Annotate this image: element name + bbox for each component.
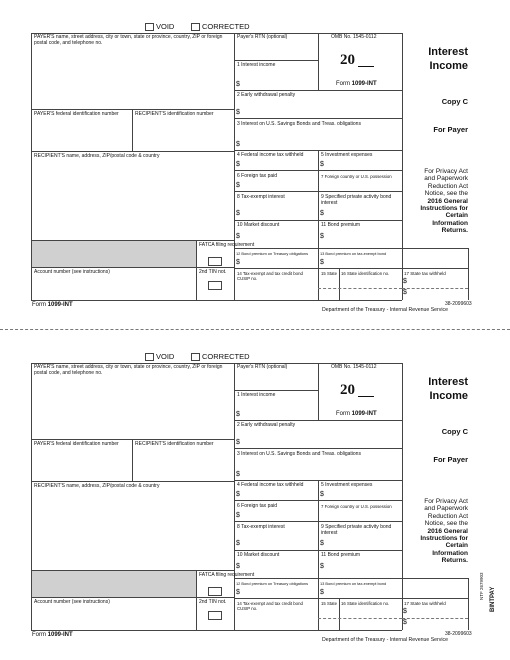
box-16-label: 16 State identification no.: [341, 271, 390, 276]
recipient-tin-label: RECIPIENT'S identification number: [135, 441, 214, 447]
box-9-dollar: $: [320, 540, 324, 547]
recipient-name-label: RECIPIENT'S name, address, ZIP/postal code & country: [34, 483, 160, 489]
box-13-dollar: $: [320, 589, 324, 596]
for-payer-label: For Payer: [433, 125, 468, 134]
year-blank: [358, 396, 374, 397]
box-14-label: 14 Tax-exempt and tax credit bond CUSIP no.: [237, 601, 303, 611]
payer-name-label: PAYER'S name, street address, city or town, state or province, country, ZIP or foreign postal code, and telephone no.: [34, 364, 223, 376]
fatca-label: FATCA filing requirement: [199, 242, 255, 248]
box-2-label: 2 Early withdrawal penalty: [237, 422, 296, 428]
box-3-dollar: $: [236, 471, 240, 478]
corrected-label: CORRECTED: [202, 352, 250, 361]
box-4-label: 4 Federal income tax withheld: [237, 482, 304, 488]
account-label: Account number (see instructions): [34, 269, 110, 275]
corrected-checkbox[interactable]: [191, 23, 200, 31]
department-label: Department of the Treasury - Internal Revenue Service: [322, 307, 449, 313]
box-5-dollar: $: [320, 161, 324, 168]
box-17-label: 17 State tax withheld: [404, 271, 446, 276]
box-3-label: 3 Interest on U.S. Savings Bonds and Treas. obligations: [237, 121, 361, 127]
account-label: Account number (see instructions): [34, 599, 110, 605]
payer-rtn-label: Payer's RTN (optional): [237, 364, 288, 370]
form-copy-2: [0, 330, 510, 660]
box-5-dollar: $: [320, 491, 324, 498]
box-11-dollar: $: [320, 233, 324, 240]
second-tin-label: 2nd TIN not.: [199, 269, 227, 275]
box-4-dollar: $: [236, 491, 240, 498]
box-6-label: 6 Foreign tax paid: [237, 503, 278, 509]
box-12-label: 12 Bond premium on Treasury obligations: [236, 581, 309, 586]
void-label: VOID: [156, 22, 175, 31]
title-interest: Interest: [428, 46, 468, 58]
fatca-label: FATCA filing requirement: [199, 572, 255, 578]
box-4-dollar: $: [236, 161, 240, 168]
recipient-tin-label: RECIPIENT'S identification number: [135, 111, 214, 117]
catalog-number: 38-2099603: [445, 301, 472, 307]
box-11-dollar: $: [320, 563, 324, 570]
fatca-checkbox[interactable]: [208, 587, 222, 596]
fatca-checkbox[interactable]: [208, 257, 222, 266]
box-17-dollar-2: $: [403, 619, 407, 626]
title-income: Income: [429, 390, 468, 402]
payer-tin-label: PAYER'S federal identification number: [34, 111, 119, 117]
void-checkbox[interactable]: [145, 353, 154, 361]
void-label: VOID: [156, 352, 175, 361]
box-1-label: 1 Interest income: [237, 62, 276, 68]
void-checkbox[interactable]: [145, 23, 154, 31]
form-id-top: Form 1099-INT: [336, 411, 377, 417]
box-7-label: 7 Foreign country or U.S. possession: [321, 174, 392, 179]
box-12-dollar: $: [236, 589, 240, 596]
box-2-dollar: $: [236, 109, 240, 116]
box-11-label: 11 Bond premium: [321, 222, 361, 228]
shaded-area: [32, 571, 196, 597]
corrected-label: CORRECTED: [202, 22, 250, 31]
payer-tin-label: PAYER'S federal identification number: [34, 441, 119, 447]
box-12-dollar: $: [236, 259, 240, 266]
privacy-notice: For Privacy Act and Paperwork Reduction Act Notice, see the 2016 General Instructions for Certain Information Returns.: [420, 168, 468, 235]
box-10-dollar: $: [236, 233, 240, 240]
box-5-label: 5 Investment expenses: [321, 482, 373, 488]
box-3-dollar: $: [236, 141, 240, 148]
omb-number: OMB No. 1545-0112: [331, 364, 377, 370]
box-9-dollar: $: [320, 210, 324, 217]
box-12-label: 12 Bond premium on Treasury obligations: [236, 251, 309, 256]
recipient-name-label: RECIPIENT'S name, address, ZIP/postal code & country: [34, 153, 160, 159]
box-15-label: 15 State: [321, 271, 338, 276]
box-17-dollar-1: $: [403, 278, 407, 285]
box-17-label: 17 State tax withheld: [404, 601, 446, 606]
box-11-label: 11 Bond premium: [321, 552, 361, 558]
side-code-ntf: NTF 2679903: [479, 572, 484, 600]
box-1-dollar: $: [236, 81, 240, 88]
corrected-checkbox[interactable]: [191, 353, 200, 361]
second-tin-label: 2nd TIN not.: [199, 599, 227, 605]
box-6-dollar: $: [236, 182, 240, 189]
box-10-label: 10 Market discount: [237, 552, 280, 558]
box-6-dollar: $: [236, 512, 240, 519]
box-13-label: 13 Bond premium on tax-exempt bond: [320, 251, 387, 256]
box-9-label: 9 Specified private activity bond interest: [321, 524, 392, 536]
box-10-dollar: $: [236, 563, 240, 570]
form-id-bottom: Form 1099-INT: [32, 302, 73, 308]
title-interest: Interest: [428, 376, 468, 388]
box-5-label: 5 Investment expenses: [321, 152, 373, 158]
privacy-notice: For Privacy Act and Paperwork Reduction Act Notice, see the 2016 General Instructions for Certain Information Returns.: [420, 498, 468, 565]
box-10-label: 10 Market discount: [237, 222, 280, 228]
box-16-label: 16 State identification no.: [341, 601, 390, 606]
form-id-top: Form 1099-INT: [336, 81, 377, 87]
box-7-label: 7 Foreign country or U.S. possession: [321, 504, 392, 509]
box-1-dollar: $: [236, 411, 240, 418]
year-prefix: 20: [340, 382, 355, 398]
box-8-dollar: $: [236, 540, 240, 547]
payer-name-label: PAYER'S name, street address, city or town, state or province, country, ZIP or foreign postal code, and telephone no.: [34, 34, 223, 46]
box-3-label: 3 Interest on U.S. Savings Bonds and Treas. obligations: [237, 451, 361, 457]
box-13-dollar: $: [320, 259, 324, 266]
year-blank: [358, 66, 374, 67]
copy-label: Copy C: [441, 427, 468, 436]
payer-rtn-label: Payer's RTN (optional): [237, 34, 288, 40]
box-2-label: 2 Early withdrawal penalty: [237, 92, 296, 98]
box-1-label: 1 Interest income: [237, 392, 276, 398]
catalog-number: 38-2099603: [445, 631, 472, 637]
box-17-dollar-1: $: [403, 608, 407, 615]
box-8-label: 8 Tax-exempt interest: [237, 194, 285, 200]
omb-number: OMB No. 1545-0112: [331, 34, 377, 40]
for-payer-label: For Payer: [433, 455, 468, 464]
box-9-label: 9 Specified private activity bond interest: [321, 194, 392, 206]
form-id-bottom: Form 1099-INT: [32, 632, 73, 638]
box-8-dollar: $: [236, 210, 240, 217]
second-tin-checkbox[interactable]: [208, 611, 222, 620]
box-17-dollar-2: $: [403, 289, 407, 296]
shaded-area: [32, 241, 196, 267]
title-income: Income: [429, 60, 468, 72]
box-15-label: 15 State: [321, 601, 338, 606]
side-code-bintpay: BINTPAY: [490, 586, 496, 612]
box-2-dollar: $: [236, 439, 240, 446]
copy-label: Copy C: [441, 97, 468, 106]
box-8-label: 8 Tax-exempt interest: [237, 524, 285, 530]
year-prefix: 20: [340, 52, 355, 68]
box-6-label: 6 Foreign tax paid: [237, 173, 278, 179]
box-14-label: 14 Tax-exempt and tax credit bond CUSIP no.: [237, 271, 303, 281]
box-13-label: 13 Bond premium on tax-exempt bond: [320, 581, 387, 586]
department-label: Department of the Treasury - Internal Revenue Service: [322, 637, 449, 643]
box-4-label: 4 Federal income tax withheld: [237, 152, 304, 158]
second-tin-checkbox[interactable]: [208, 281, 222, 290]
